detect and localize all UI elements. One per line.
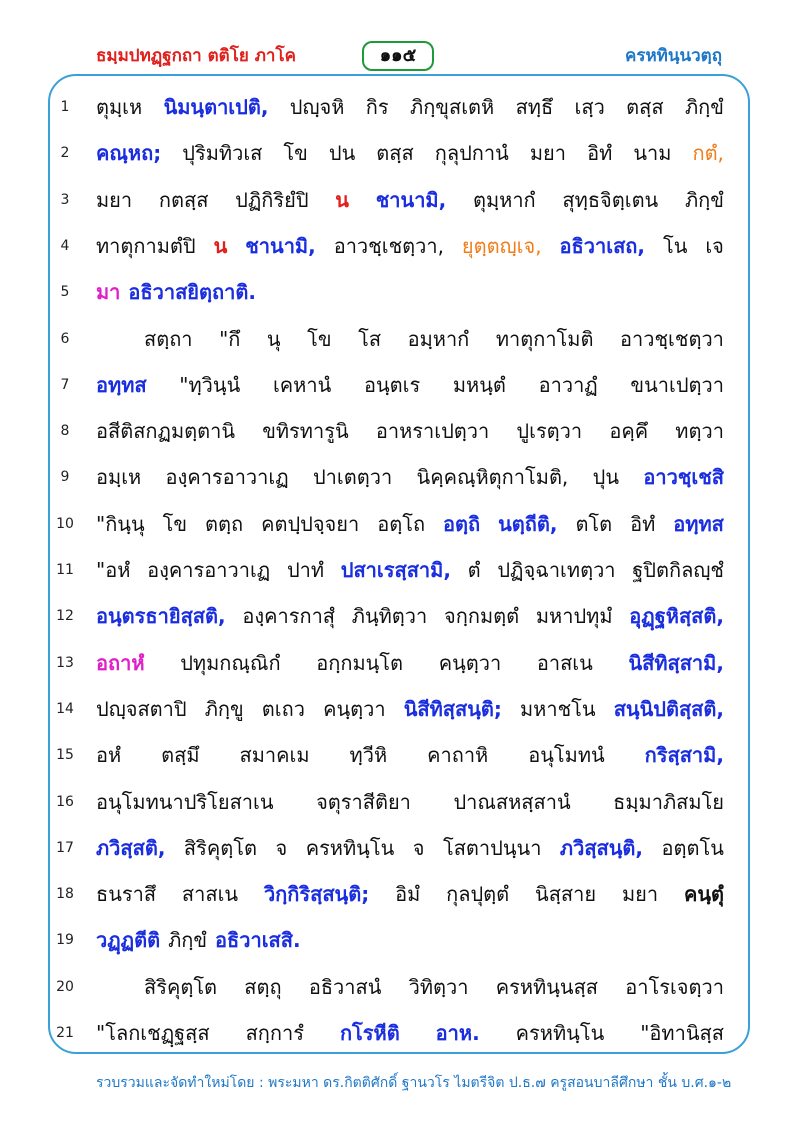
word: ปูเรตฺวา — [516, 419, 583, 443]
word: คนฺตุํ — [683, 882, 724, 906]
word: อนุโมทนํ — [528, 743, 605, 767]
word: ปุริมทิวเส — [182, 141, 263, 165]
word: องฺคารอาวาเฏ — [147, 558, 271, 582]
word: อาวชฺเชตฺวา, — [333, 234, 444, 258]
text-line — [96, 596, 724, 636]
word: ปน — [328, 141, 356, 165]
word: อทฺทส — [96, 373, 147, 397]
text-line — [96, 643, 724, 683]
text-line — [96, 920, 724, 960]
word: ตเถว — [261, 697, 305, 721]
word: ฐปิตกิลญฺชํ — [632, 558, 724, 582]
word: ภิกฺขู — [204, 697, 244, 721]
word: นตฺถีติ, — [498, 512, 558, 536]
word: อาห. — [435, 1021, 480, 1045]
line-number: 6 — [60, 331, 70, 347]
word: "ทฺวินฺนํ — [179, 373, 241, 397]
word: ทาตุกามตํปิ — [96, 234, 196, 258]
word: อาวชฺเชสิ — [643, 465, 724, 489]
word: อุฏฺฐหิสฺสติ, — [629, 604, 724, 628]
word: ตุมฺเห — [96, 95, 143, 119]
word: อนฺตรธายิสฺสติ, — [96, 604, 226, 628]
word: สมาคเม — [239, 743, 310, 767]
line-number: 16 — [56, 794, 74, 810]
word: สตฺถา — [144, 327, 193, 351]
word: ครหทินฺโน — [515, 1021, 605, 1045]
word: ปฏิจฺฉาเทตฺวา — [497, 558, 616, 582]
word: มหาชโน — [519, 697, 596, 721]
word: ชานามิ, — [375, 188, 447, 212]
word: เคหานํ — [272, 373, 332, 397]
word: โส — [358, 327, 382, 351]
word: จ — [412, 836, 425, 860]
line-number: 5 — [60, 284, 70, 300]
line-number: 20 — [56, 979, 74, 995]
word: สิริคุตฺโต — [144, 975, 218, 999]
text-line — [96, 1013, 724, 1053]
line-number: 21 — [56, 1025, 74, 1041]
word: โข — [307, 327, 332, 351]
word: โข — [162, 512, 188, 536]
chapter-title: ครหทินฺนวตฺถุ — [624, 46, 722, 66]
word: กิร — [365, 95, 389, 119]
word: อาหราเปตฺวา — [375, 419, 490, 443]
word: น — [335, 188, 349, 212]
word: ทาตุกาโมติ — [495, 327, 594, 351]
word: ธนราสึ — [96, 882, 157, 906]
word: ภินฺทิตฺวา — [351, 604, 428, 628]
word: ภิกฺขุสเตหิ — [410, 95, 495, 119]
word: ภวิสฺสนฺติ, — [559, 836, 644, 860]
word: องฺคารอาวาเฏ — [165, 465, 289, 489]
word: ตตฺถ — [205, 512, 244, 536]
line-number: 3 — [60, 192, 70, 208]
word: นิมนฺตาเปติ, — [163, 95, 269, 119]
word: องฺคารกาสุํ — [242, 604, 336, 628]
word: นิคฺคณฺหิตุกาโมติ, — [416, 465, 569, 489]
word: ขนาเปตฺวา — [630, 373, 724, 397]
word: อตฺโถ — [377, 512, 426, 536]
line-number: 17 — [56, 840, 74, 856]
word: อธิวาสนํ — [308, 975, 382, 999]
word: มยา — [529, 141, 567, 165]
word: "อหํ — [96, 558, 131, 582]
word: "โลกเชฏฺฐสฺส — [96, 1021, 210, 1045]
word: คตปฺปจฺจยา — [261, 512, 360, 536]
word: วฏฺฏตีติ — [96, 928, 161, 952]
word: อทฺทส — [673, 512, 724, 536]
word: จตุราสีติยา — [316, 790, 411, 814]
word: อธิวาสยิตฺถาติ. — [128, 280, 256, 304]
line-number: 15 — [56, 747, 74, 763]
word: ตุมฺหากํ — [472, 188, 536, 212]
word: ปาเตตฺวา — [312, 465, 393, 489]
word: ปาทํ — [286, 558, 325, 582]
word: จกฺกมตฺตํ — [444, 604, 520, 628]
line-number: 18 — [56, 886, 74, 902]
word: สตฺถุ — [244, 975, 282, 999]
word: ภวิสฺสติ, — [96, 836, 166, 860]
word: วิกฺกิริสฺสนฺติ; — [263, 882, 370, 906]
word: ตสฺส — [626, 95, 664, 119]
word: ทตฺวา — [675, 419, 724, 443]
text-line — [96, 319, 724, 359]
word: อิทํ — [587, 141, 613, 165]
text-line — [96, 735, 724, 775]
line-number: 10 — [56, 516, 74, 532]
word: มหนฺตํ — [452, 373, 506, 397]
word: กริสฺสามิ, — [644, 743, 724, 767]
text-line — [96, 272, 724, 312]
line-number: 13 — [56, 655, 74, 671]
word: สุทฺธจิตฺเตน — [562, 188, 659, 212]
line-number: 12 — [56, 608, 74, 624]
word: อาโรเจตฺวา — [625, 975, 724, 999]
word: เสฺว — [574, 95, 605, 119]
word: ปฏิกิริยํปิ — [235, 188, 309, 212]
text-line — [96, 874, 724, 914]
word: สกฺการํ — [245, 1021, 304, 1045]
word: ปสาเรสฺสามิ, — [340, 558, 451, 582]
text-line — [96, 365, 724, 405]
word: จ — [275, 836, 288, 860]
word: อมฺเห — [96, 465, 142, 489]
word: กตํ, — [692, 141, 724, 165]
word: สาสเน — [181, 882, 239, 906]
word: มา — [96, 280, 121, 304]
word: ปุน — [592, 465, 619, 489]
word: โข — [283, 141, 308, 165]
line-number: 11 — [56, 562, 74, 578]
word: ภิกฺขํ — [684, 95, 724, 119]
word: ปญฺจสตาปิ — [96, 697, 187, 721]
word: ธมฺมาภิสมโย — [613, 790, 724, 814]
word: มยา — [621, 882, 659, 906]
word: โน — [662, 234, 688, 258]
word: ปาณสหสฺสานํ — [453, 790, 571, 814]
word: ครหทินฺโน — [305, 836, 395, 860]
word: กุลุปกานํ — [434, 141, 509, 165]
word: นุ — [266, 327, 281, 351]
word: อนฺตเร — [363, 373, 421, 397]
word: อถาหํ — [96, 651, 145, 675]
word: ปญฺจหิ — [289, 95, 345, 119]
text-line — [96, 87, 724, 127]
text-line — [96, 828, 724, 868]
word: โสตาปนฺนา — [442, 836, 542, 860]
word: ภิกฺขํ — [168, 928, 208, 952]
word: คาถาหิ — [427, 743, 489, 767]
text-line — [96, 504, 724, 544]
line-number: 7 — [60, 377, 70, 393]
text-line — [96, 782, 724, 822]
word: อธิวาเสสิ. — [215, 928, 301, 952]
word: อธิวาเสถ, — [559, 234, 645, 258]
word: นิสีทิสฺสนฺติ; — [403, 697, 502, 721]
word: ตสฺมึ — [161, 743, 200, 767]
word: อนุโมทนาปริโยสาเน — [96, 790, 274, 814]
text-line — [96, 180, 724, 220]
word: "กึ — [219, 327, 241, 351]
word: อิทํ — [630, 512, 656, 536]
word: ภิกฺขํ — [684, 188, 724, 212]
line-number: 4 — [60, 238, 70, 254]
word: นาม — [633, 141, 672, 165]
word: ทฺวีหิ — [349, 743, 388, 767]
line-number: 1 — [60, 99, 70, 115]
text-line — [96, 411, 724, 451]
word: ชานามิ, — [245, 234, 316, 258]
word: อาวาฏํ — [538, 373, 598, 397]
word: เจ — [705, 234, 724, 258]
word: กโรหีติ — [339, 1021, 400, 1045]
word: อสีติสกฏมตฺตานิ — [96, 419, 236, 443]
text-line — [96, 689, 724, 729]
word: "กินฺนุ — [96, 512, 145, 536]
word: ยุตฺตญฺเจ, — [461, 234, 542, 258]
word: มหาปทุมํ — [535, 604, 613, 628]
page-number: ๑๑๕ — [362, 41, 434, 71]
word: คนฺตฺวา — [438, 651, 502, 675]
word: "อิทานิสฺส — [640, 1021, 724, 1045]
word: กตสฺส — [158, 188, 209, 212]
word: อตฺถิ — [443, 512, 481, 536]
text-line — [96, 550, 724, 590]
text-line — [96, 226, 724, 266]
word: ตํ — [467, 558, 481, 582]
word: ครหทินฺนสฺส — [495, 975, 598, 999]
word: อตฺตโน — [661, 836, 724, 860]
word: สนฺนิปติสฺสติ, — [613, 697, 724, 721]
word: น — [213, 234, 228, 258]
word: อคฺคึ — [609, 419, 649, 443]
word: นิสฺสาย — [535, 882, 597, 906]
word: อกฺกมนฺโต — [316, 651, 404, 675]
text-line — [96, 133, 724, 173]
word: อาวชฺเชตฺวา — [620, 327, 724, 351]
word: ปทุมกณฺณิกํ — [180, 651, 281, 675]
word: กุลปุตฺตํ — [446, 882, 510, 906]
word: ตโต — [575, 512, 613, 536]
word: อหํ — [96, 743, 122, 767]
word: สทฺธึ — [515, 95, 554, 119]
line-number: 14 — [56, 701, 74, 717]
line-number: 9 — [60, 469, 70, 485]
book-title: ธมฺมปทฏฺฐกถา ตติโย ภาโค — [96, 46, 296, 66]
text-line — [96, 457, 724, 497]
line-number: 19 — [56, 932, 74, 948]
word: อาสเน — [536, 651, 593, 675]
word: นิสีทิสฺสามิ, — [628, 651, 724, 675]
word: คนฺตฺวา — [323, 697, 386, 721]
word: อิมํ — [395, 882, 421, 906]
line-number: 8 — [60, 423, 70, 439]
footer-credit: รวบรวมและจัดทำใหม่โดย : พระมหา ดร.กิตติศักดิ์ ฐานวโร ไมตรีจิต ป.ธ.๗ ครูสอนบาลีศึกษา ชั้น บ.ศ.๑-๒ — [96, 1075, 732, 1091]
line-number: 2 — [60, 145, 70, 161]
word: มยา — [96, 188, 133, 212]
word: ตสฺส — [376, 141, 414, 165]
word: วิทิตฺวา — [408, 975, 469, 999]
text-line — [96, 967, 724, 1007]
word: สิริคุตฺโต — [183, 836, 257, 860]
word: อมฺหากํ — [407, 327, 470, 351]
word: ขทิรทารูนิ — [262, 419, 349, 443]
word: คณฺหถ; — [96, 141, 162, 165]
